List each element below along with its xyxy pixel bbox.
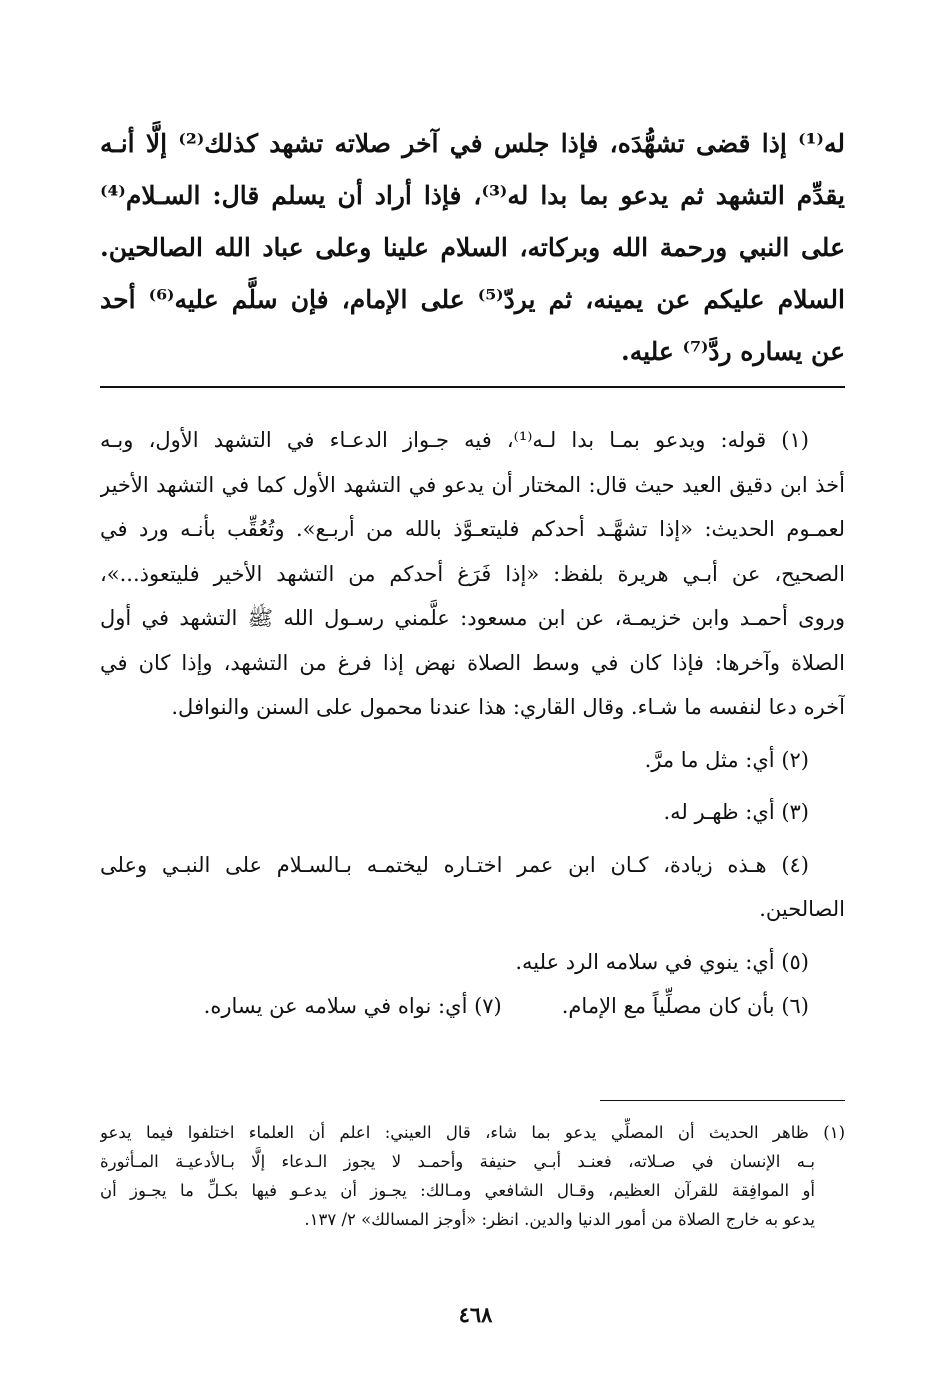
note-1-line: لعمـوم الحديث: «إذا تشهَّـد أحدكم فليتعـوَّذ بالله من أربـع». وتُعُقِّب بأنـه ورد في [100,517,845,541]
note-2: (٢) أي: مثل ما مرَّ. [644,747,809,772]
footnote-line: أو الموافِقة للقرآن العظيم، وقـال الشافعي ومـالك: يجـوز أن يدعـو فيها بكـلِّ ما يجـوز أن [100,1181,815,1200]
note-1-line: الصلاة وآخرها: فإذا كان في وسط الصلاة نهض إذا فرغ من التشهد، وإذا كان في [100,650,845,675]
main-text-line: عن يساره ردَّ⁽⁷⁾ عليه. [620,337,845,366]
footnote-line: بـه الإنسان في صـلاته، فعنـد أبـي حنيفة وأحمـد لا يجوز الـدعاء إلَّا بـالأدعيـة المـأثورة [100,1152,815,1171]
note-7: (٧) أي: نواه في سلامه عن يساره. [203,994,502,1018]
footnote-line: يدعو به خارج الصلاة من أمور الدنيا والدين. انظر: «أوجز المسالك» ٢/ ١٣٧. [304,1210,815,1229]
note-1-line: (١) قوله: ويدعو بمـا بدا لـه⁽¹⁾، فيه جـواز الدعـاء في التشهد الأول، وبـه [100,428,809,452]
note-1-line: وروى أحمـد وابن خزيمـة، عن ابن مسعود: علَّمني رسـول الله ﷺ التشهد في أول [100,606,845,630]
note-1-line: آخره دعا لنفسه ما شـاء. وقال القاري: هذا عندنا محمول على السنن والنوافل. [171,695,845,719]
note-6: (٦) بأن كان مصلِّياً مع الإمام. [561,994,809,1018]
note-4-line: الصالحين. [759,897,845,921]
footnote-line: (١) ظاهر الحديث أن المصلِّي يدعو بما شاء، قال العيني: اعلم أن العلماء اختلفوا فيما يدعو [100,1123,845,1142]
footnotes-divider [600,1100,845,1101]
note-5: (٥) أي: ينوي في سلامه الرد عليه. [515,949,809,974]
note-3: (٣) أي: ظهـر له. [663,800,809,824]
note-4-line: (٤) هـذه زيادة، كـان ابن عمر اختـاره ليختمـه بـالسـلام على النبـي وعلى [100,852,809,877]
note-1-line: أخذ ابن دقيق العيد حيث قال: المختار أن يدعو في التشهد الأول كما في التشهد الأخير [100,472,845,497]
notes-divider [100,386,845,388]
footnotes-block [100,1118,845,1234]
notes-6-7-row [100,984,845,1029]
main-text-block [100,118,845,378]
note-1-line: الصحيح، عن أبـي هريرة بلفظ: «إذا فَرَغ أحدكم من التشهد الأخير فليتعوذ...»، [100,561,845,586]
main-text-line: له⁽¹⁾ إذا قضى تشهُّدَه، فإذا جلس في آخر صلاته تشهد كذلك⁽²⁾ إلَّا أنـه [100,129,845,158]
page-number: ٤٦٨ [458,1302,493,1327]
main-text-line: السلام عليكم عن يمينه، ثم يردّ⁽⁵⁾ على الإمام، فإن سلَّم عليه⁽⁶⁾ أحد [100,285,845,314]
main-text-line: على النبي ورحمة الله وبركاته، السلام علينا وعلى عباد الله الصالحين. [100,233,845,262]
main-text-line: يقدِّم التشهد ثم يدعو بما بدا له⁽³⁾، فإذا أراد أن يسلم قال: السـلام⁽⁴⁾ [100,181,845,210]
commentary-notes [100,418,845,1029]
